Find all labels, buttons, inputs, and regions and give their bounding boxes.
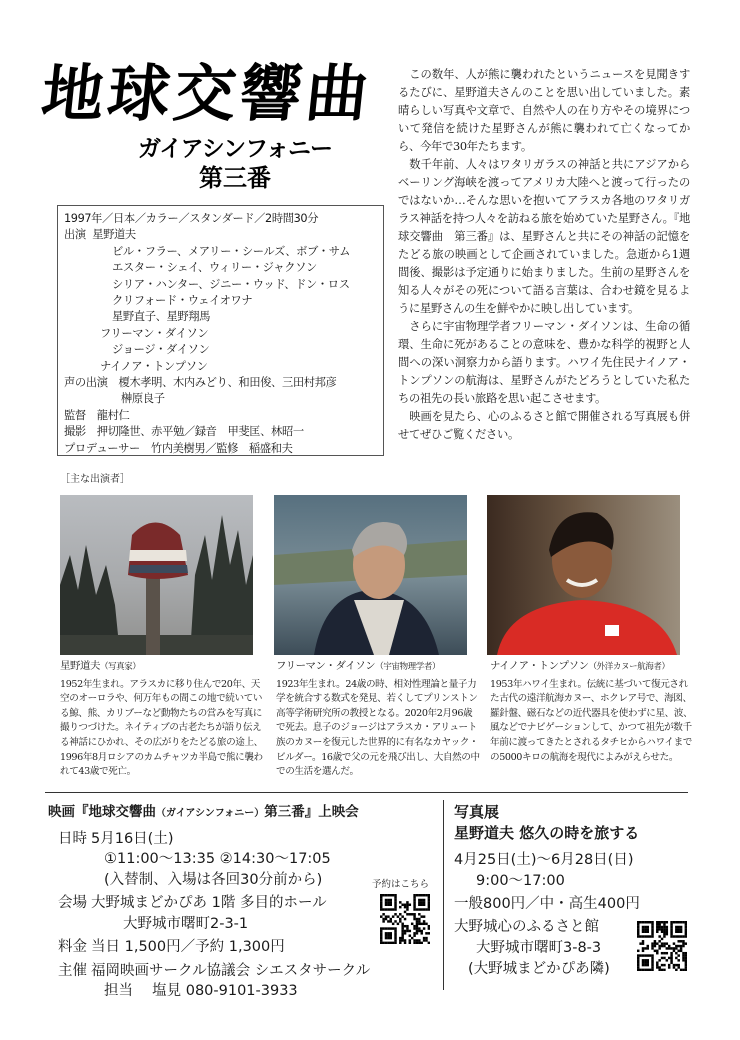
camera-sound: 撮影 押切隆世、赤平勉／録音 甲斐匡、林昭一 <box>64 425 304 439</box>
screening-title: 映画『地球交響曲（ガイアシンフォニー）第三番』上映会 <box>48 804 359 820</box>
exhibition-dates: 4月25日(土)～6月28日(日) <box>454 852 634 868</box>
cast-bio: 1952年生まれ。アラスカに移り住んで20年、天空のオーロラや、何万年もの間この地で続いている鯨、熊、カリブーなど動物たちの営みを写真に撮りつづけた。ネイティブの古老たちが語り伝える神話にひかれ、その広がりをたどる旅の途上、1996年8月ロシアのカムチャツカ半島で熊に襲われて43歳で死亡。 <box>60 678 263 778</box>
cast-name: 星野道夫 <box>60 660 100 672</box>
producer: プロデューサー 竹内美樹男／監修 稲盛和夫 <box>64 441 293 455</box>
host-label: 主催 <box>58 962 87 979</box>
director: 監督 龍村仁 <box>64 408 130 422</box>
cast-caption <box>60 659 265 780</box>
screening-host: 福岡映画サークル協議会 シエスタサークル <box>91 962 371 979</box>
cast-bio: 1923年生まれ。24歳の時、相対性理論と量子力学を統合する数式を発見、若くしてプリンストン高等学術研究所の教授となる。2020年2月96歳で死去。息子のジョージはアラスカ・アリュート族のカヌーを復元した世界的に有名なカヤック・ビルダー。16歳で父の元を飛び出し、大自然の中での生活を選んだ。 <box>276 678 480 778</box>
qr-label: 予約はこちら <box>372 879 430 890</box>
cast-name: フリーマン・ダイソン <box>276 660 376 672</box>
cast-main-name: 星野道夫 <box>92 228 136 242</box>
photo-dyson <box>274 495 467 655</box>
intro-text <box>398 66 690 444</box>
intro-paragraph: さらに宇宙物理学者フリーマン・ダイソンは、生命の循環、生命に死があることの意味を、豊かな科学的視野と人間への深い洞察力から語ります。ハワイ先住民ナイノア・トンプソンの航海は、星野さんがたどろうとしていた私たちの祖先の長い旅路を思い起こさせます。 <box>398 320 690 405</box>
cast-label: 出演 <box>64 228 86 242</box>
cast-caption <box>276 659 481 780</box>
cast-dyson: フリーマン・ダイソン <box>100 326 209 340</box>
screening-times: ①11:00～13:35 ②14:30～17:05 <box>104 851 331 867</box>
credits-box <box>57 205 384 456</box>
cast-role: （宇宙物理学者） <box>375 662 441 672</box>
photo-hoshino <box>60 495 253 655</box>
exhibition-qr-code[interactable] <box>637 921 687 975</box>
contact: 担当 塩見 080-9101-3933 <box>104 983 298 999</box>
film-subtitle: ガイアシンフォニー <box>138 136 332 162</box>
screening-date: 5月16日(土) <box>91 830 174 847</box>
cast-caption <box>490 659 695 765</box>
film-number: 第三番 <box>199 163 271 192</box>
screening-note: (入替制、入場は各回30分前から) <box>104 871 323 888</box>
cast-line: クリフォード・ウェイオワナ <box>112 294 253 308</box>
exhibition-heading: 写真展 <box>454 803 500 821</box>
cast-line: エスター・シェイ、ウィリー・ジャクソン <box>112 261 317 275</box>
cast-george: ジョージ・ダイソン <box>112 343 210 357</box>
cast-line: シリア・ハンター、ジニー・ウッド、ドン・ロス <box>112 277 350 291</box>
voice-cast-2: 榊原良子 <box>121 392 165 406</box>
cast-name: ナイノア・トンプソン <box>490 660 589 672</box>
exhibition-hours: 9:00～17:00 <box>476 873 565 889</box>
intro-paragraph: この数年、人が熊に襲われたというニュースを見聞きするたびに、星野道夫さんのことを思い出していました。素晴らしい写真や文章で、自然や人の在り方やその境界について発信を続けた星野さんが熊に襲われて亡くなってから、今年で30年たちます。 <box>398 68 690 153</box>
exhibition-address-note: (大野城まどかぴあ隣) <box>468 961 610 977</box>
intro-paragraph: 映画を見たら、心のふるさと館で開催される写真展も併せてぜひご覧ください。 <box>398 410 690 441</box>
cast-line: 星野直子、星野翔馬 <box>112 310 211 324</box>
exhibition-address: 大野城市曙町3-8-3 <box>476 940 602 956</box>
exhibition-fee: 一般800円／中・高生400円 <box>454 896 640 912</box>
intro-paragraph: 数千年前、人々はワタリガラスの神話と共にアジアからベーリング海峡を渡ってアメリカ大陸へと渡って行ったのではないか…そんな思いを抱いてアラスカ各地のワタリガラス神話を持つ人々を訪ねる旅を始めていた星野さん。『地球交響曲 第三番』は、星野さんと共にその神話の記憶をたどる旅の映画として企画されていました。急逝から1週間後、撮影は予定通りに始まりました。生前の星野さんを知る人々がその死について語る言葉は、合わせ鏡を見るように星野さんの生を鮮やかに映し出しています。 <box>398 158 690 315</box>
screening-venue: 大野城まどかぴあ 1階 多目的ホール <box>91 895 327 911</box>
cast-role: （外洋カヌー航海者） <box>588 662 670 672</box>
cast-bio: 1953年ハワイ生まれ。伝統に基づいて復元された古代の遠洋航海カヌー、ホクレア号で、海図、羅針盤、磁石などの近代器具を使わずに星、波、風などでナビゲーションして、かつて祖先が数千年前に渡ってきたとされるタチヒからハワイまでの5000キロの航海を現代によみがえらせた。 <box>490 678 693 763</box>
photo-thompson <box>487 495 680 655</box>
voice-cast: 声の出演 榎木孝明、木内みどり、和田俊、三田村邦彦 <box>64 376 337 390</box>
screening-fee: 当日 1,500円／予約 1,300円 <box>91 939 285 955</box>
divider <box>443 800 444 990</box>
fee-label: 料金 <box>58 939 87 955</box>
exhibition-title: 星野道夫 悠久の時を旅する <box>454 824 640 842</box>
divider <box>45 792 688 793</box>
cast-line: ビル・フラー、メアリー・シールズ、ボブ・サム <box>112 244 351 258</box>
cast-section-label: ［主な出演者］ <box>60 474 130 485</box>
venue-label: 会場 <box>58 895 87 911</box>
film-spec: 1997年／日本／カラー／スタンダード／2時間30分 <box>64 212 319 225</box>
exhibition-venue: 大野城心のふるさと館 <box>454 919 599 935</box>
film-title-logo: 地球交響曲 <box>38 57 376 130</box>
cast-nainoa: ナイノア・トンプソン <box>100 359 208 373</box>
cast-role: （写真家） <box>99 662 141 672</box>
cast-main <box>64 227 377 243</box>
venue-address: 大野城市曙町2-3-1 <box>123 915 249 932</box>
reservation-qr-code[interactable] <box>380 894 430 948</box>
date-label: 日時 <box>58 830 87 847</box>
